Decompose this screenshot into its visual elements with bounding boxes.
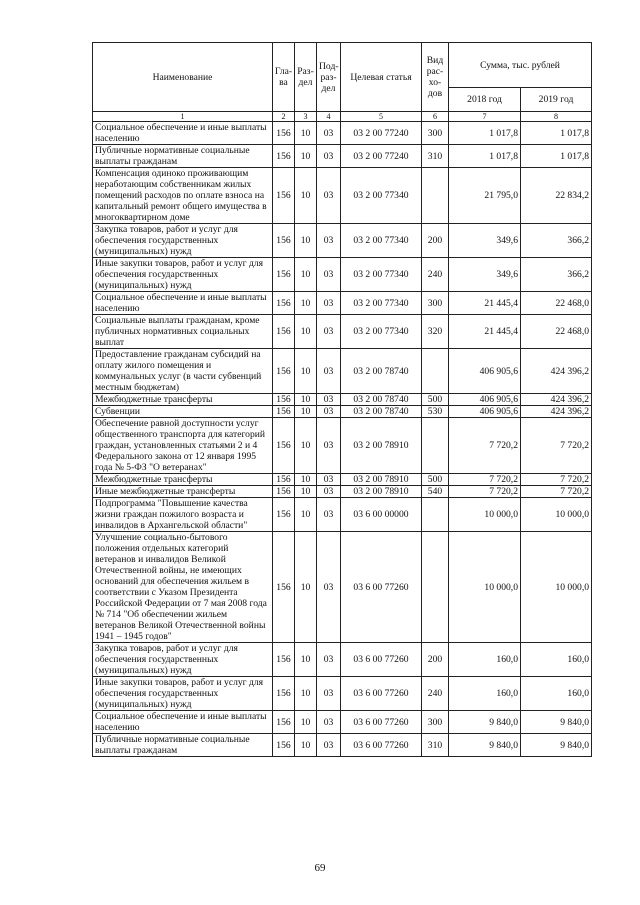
cell-vid-raskhodov <box>422 532 449 643</box>
cell-tselevaya-statya: 03 2 00 78740 <box>341 349 422 394</box>
cell-sum-2019: 7 720,2 <box>521 418 592 474</box>
table-row <box>93 168 592 224</box>
column-number-row <box>93 112 592 122</box>
cell-sum-2019: 22 834,2 <box>521 168 592 224</box>
cell-name: Социальное обеспечение и иные выплаты населению <box>93 711 273 734</box>
cell-name: Социальное обеспечение и иные выплаты населению <box>93 292 273 315</box>
header-year-2019: 2019 год <box>521 88 592 112</box>
cell-glava: 156 <box>273 349 295 394</box>
cell-sum-2018: 406 905,6 <box>449 349 521 394</box>
cell-podrazdel: 03 <box>317 145 341 168</box>
cell-tselevaya-statya: 03 2 00 77340 <box>341 258 422 292</box>
table-row <box>93 486 592 498</box>
table-row <box>93 498 592 532</box>
cell-sum-2019: 22 468,0 <box>521 292 592 315</box>
table-row <box>93 711 592 734</box>
cell-glava: 156 <box>273 224 295 258</box>
cell-razdel: 10 <box>295 394 317 406</box>
cell-sum-2018: 349,6 <box>449 224 521 258</box>
cell-sum-2018: 21 445,4 <box>449 315 521 349</box>
column-number: 5 <box>341 112 422 122</box>
cell-sum-2019: 22 468,0 <box>521 315 592 349</box>
cell-tselevaya-statya: 03 2 00 77240 <box>341 145 422 168</box>
cell-sum-2019: 160,0 <box>521 677 592 711</box>
cell-glava: 156 <box>273 258 295 292</box>
cell-glava: 156 <box>273 677 295 711</box>
table-header <box>93 43 592 122</box>
budget-table <box>92 42 592 757</box>
cell-razdel: 10 <box>295 122 317 145</box>
cell-tselevaya-statya: 03 2 00 78910 <box>341 418 422 474</box>
table-body <box>93 122 592 757</box>
cell-razdel: 10 <box>295 258 317 292</box>
cell-sum-2018: 9 840,0 <box>449 734 521 757</box>
cell-tselevaya-statya: 03 6 00 77260 <box>341 677 422 711</box>
cell-tselevaya-statya: 03 6 00 77260 <box>341 643 422 677</box>
cell-vid-raskhodov: 300 <box>422 711 449 734</box>
cell-vid-raskhodov: 320 <box>422 315 449 349</box>
page-number: 69 <box>314 862 326 874</box>
cell-tselevaya-statya: 03 6 00 77260 <box>341 734 422 757</box>
table-row <box>93 315 592 349</box>
cell-sum-2019: 9 840,0 <box>521 711 592 734</box>
column-number: 2 <box>273 112 295 122</box>
cell-sum-2019: 7 720,2 <box>521 474 592 486</box>
cell-name: Публичные нормативные социальные выплаты гражданам <box>93 145 273 168</box>
header-razdel: Раз-дел <box>295 43 317 112</box>
cell-vid-raskhodov: 200 <box>422 643 449 677</box>
cell-glava: 156 <box>273 474 295 486</box>
table-row <box>93 224 592 258</box>
cell-razdel: 10 <box>295 532 317 643</box>
cell-sum-2018: 1 017,8 <box>449 122 521 145</box>
cell-podrazdel: 03 <box>317 734 341 757</box>
cell-glava: 156 <box>273 711 295 734</box>
cell-name: Публичные нормативные социальные выплаты гражданам <box>93 734 273 757</box>
cell-sum-2019: 10 000,0 <box>521 498 592 532</box>
cell-razdel: 10 <box>295 734 317 757</box>
cell-podrazdel: 03 <box>317 258 341 292</box>
cell-glava: 156 <box>273 532 295 643</box>
cell-sum-2018: 160,0 <box>449 677 521 711</box>
cell-name: Обеспечение равной доступности услуг общественного транспорта для категорий граждан, установленных статьями 2 и 4 Федерального закона от 12 января 1995 года № 5-ФЗ "О ветеранах" <box>93 418 273 474</box>
cell-podrazdel: 03 <box>317 122 341 145</box>
cell-vid-raskhodov: 500 <box>422 474 449 486</box>
cell-sum-2018: 7 720,2 <box>449 474 521 486</box>
cell-glava: 156 <box>273 406 295 418</box>
cell-glava: 156 <box>273 418 295 474</box>
cell-tselevaya-statya: 03 2 00 78740 <box>341 394 422 406</box>
cell-razdel: 10 <box>295 498 317 532</box>
cell-vid-raskhodov: 300 <box>422 292 449 315</box>
cell-glava: 156 <box>273 498 295 532</box>
column-number: 6 <box>422 112 449 122</box>
cell-glava: 156 <box>273 122 295 145</box>
cell-sum-2019: 10 000,0 <box>521 532 592 643</box>
cell-vid-raskhodov: 310 <box>422 145 449 168</box>
cell-glava: 156 <box>273 168 295 224</box>
cell-sum-2018: 21 445,4 <box>449 292 521 315</box>
cell-razdel: 10 <box>295 315 317 349</box>
cell-glava: 156 <box>273 315 295 349</box>
cell-razdel: 10 <box>295 418 317 474</box>
cell-vid-raskhodov: 500 <box>422 394 449 406</box>
cell-sum-2018: 406 905,6 <box>449 394 521 406</box>
cell-name: Социальные выплаты гражданам, кроме публичных нормативных социальных выплат <box>93 315 273 349</box>
table-row <box>93 418 592 474</box>
cell-podrazdel: 03 <box>317 677 341 711</box>
cell-name: Закупка товаров, работ и услуг для обеспечения государственных (муниципальных) нужд <box>93 643 273 677</box>
cell-vid-raskhodov <box>422 349 449 394</box>
cell-razdel: 10 <box>295 224 317 258</box>
cell-sum-2019: 424 396,2 <box>521 349 592 394</box>
cell-vid-raskhodov: 310 <box>422 734 449 757</box>
table-row <box>93 349 592 394</box>
cell-podrazdel: 03 <box>317 711 341 734</box>
table-row <box>93 406 592 418</box>
cell-podrazdel: 03 <box>317 168 341 224</box>
cell-vid-raskhodov: 540 <box>422 486 449 498</box>
cell-glava: 156 <box>273 643 295 677</box>
column-number: 3 <box>295 112 317 122</box>
cell-tselevaya-statya: 03 2 00 77340 <box>341 224 422 258</box>
cell-sum-2019: 7 720,2 <box>521 486 592 498</box>
cell-name: Предоставление гражданам субсидий на оплату жилого помещения и коммунальных услуг (в части субвенций местным бюджетам) <box>93 349 273 394</box>
cell-name: Иные закупки товаров, работ и услуг для обеспечения государственных (муниципальных) нужд <box>93 258 273 292</box>
cell-sum-2018: 21 795,0 <box>449 168 521 224</box>
column-number: 8 <box>521 112 592 122</box>
cell-sum-2019: 424 396,2 <box>521 394 592 406</box>
cell-podrazdel: 03 <box>317 406 341 418</box>
cell-glava: 156 <box>273 292 295 315</box>
header-vid-raskhodov: Вид рас-хо-дов <box>422 43 449 112</box>
table-row <box>93 643 592 677</box>
header-tselevaya-statya: Целевая статья <box>341 43 422 112</box>
cell-sum-2018: 7 720,2 <box>449 418 521 474</box>
cell-podrazdel: 03 <box>317 474 341 486</box>
cell-tselevaya-statya: 03 2 00 77240 <box>341 122 422 145</box>
cell-vid-raskhodov: 240 <box>422 677 449 711</box>
cell-podrazdel: 03 <box>317 486 341 498</box>
cell-name: Межбюджетные трансферты <box>93 474 273 486</box>
cell-tselevaya-statya: 03 2 00 78910 <box>341 486 422 498</box>
cell-name: Закупка товаров, работ и услуг для обеспечения государственных (муниципальных) нужд <box>93 224 273 258</box>
cell-podrazdel: 03 <box>317 498 341 532</box>
header-glava: Гла-ва <box>273 43 295 112</box>
cell-vid-raskhodov <box>422 418 449 474</box>
column-number: 4 <box>317 112 341 122</box>
table-row <box>93 734 592 757</box>
cell-name: Субвенции <box>93 406 273 418</box>
cell-tselevaya-statya: 03 2 00 78740 <box>341 406 422 418</box>
cell-razdel: 10 <box>295 486 317 498</box>
cell-tselevaya-statya: 03 6 00 77260 <box>341 532 422 643</box>
cell-vid-raskhodov <box>422 498 449 532</box>
cell-sum-2018: 160,0 <box>449 643 521 677</box>
cell-sum-2018: 10 000,0 <box>449 498 521 532</box>
cell-tselevaya-statya: 03 2 00 77340 <box>341 168 422 224</box>
cell-name: Межбюджетные трансферты <box>93 394 273 406</box>
cell-podrazdel: 03 <box>317 224 341 258</box>
cell-name: Компенсация одиноко проживающим неработающим собственникам жилых помещений расходов по оплате взноса на капитальный ремонт общего имущества в многоквартирном доме <box>93 168 273 224</box>
cell-name: Иные межбюджетные трансферты <box>93 486 273 498</box>
cell-razdel: 10 <box>295 474 317 486</box>
cell-sum-2019: 1 017,8 <box>521 145 592 168</box>
column-number: 7 <box>449 112 521 122</box>
table-row <box>93 474 592 486</box>
cell-sum-2018: 349,6 <box>449 258 521 292</box>
header-summa: Сумма, тыс. рублей <box>449 43 592 88</box>
header-name: Наименование <box>93 43 273 112</box>
table-row <box>93 122 592 145</box>
cell-vid-raskhodov: 300 <box>422 122 449 145</box>
cell-name: Иные закупки товаров, работ и услуг для обеспечения государственных (муниципальных) нужд <box>93 677 273 711</box>
cell-tselevaya-statya: 03 6 00 77260 <box>341 711 422 734</box>
cell-razdel: 10 <box>295 349 317 394</box>
table-row <box>93 145 592 168</box>
cell-podrazdel: 03 <box>317 349 341 394</box>
column-number: 1 <box>93 112 273 122</box>
cell-name: Социальное обеспечение и иные выплаты населению <box>93 122 273 145</box>
cell-sum-2018: 406 905,6 <box>449 406 521 418</box>
cell-podrazdel: 03 <box>317 643 341 677</box>
cell-sum-2019: 366,2 <box>521 258 592 292</box>
cell-vid-raskhodov <box>422 168 449 224</box>
table-row <box>93 532 592 643</box>
header-year-2018: 2018 год <box>449 88 521 112</box>
cell-tselevaya-statya: 03 2 00 78910 <box>341 474 422 486</box>
cell-sum-2018: 1 017,8 <box>449 145 521 168</box>
cell-podrazdel: 03 <box>317 315 341 349</box>
table-row <box>93 292 592 315</box>
cell-razdel: 10 <box>295 292 317 315</box>
cell-razdel: 10 <box>295 711 317 734</box>
cell-podrazdel: 03 <box>317 418 341 474</box>
cell-razdel: 10 <box>295 677 317 711</box>
cell-podrazdel: 03 <box>317 292 341 315</box>
cell-tselevaya-statya: 03 2 00 77340 <box>341 292 422 315</box>
cell-name: Улучшение социально-бытового положения отдельных категорий ветеранов и инвалидов Великой Отечественной войны, не имеющих оснований для обеспечения жильем в соответствии с Указом Президента Российской Федерации от 7 мая 2008 года № 714 "Об обеспечении жильем ветеранов Великой Отечественной войны 1941 – 1945 годов" <box>93 532 273 643</box>
cell-glava: 156 <box>273 486 295 498</box>
table-row <box>93 677 592 711</box>
cell-sum-2019: 366,2 <box>521 224 592 258</box>
cell-podrazdel: 03 <box>317 394 341 406</box>
cell-vid-raskhodov: 240 <box>422 258 449 292</box>
cell-sum-2019: 9 840,0 <box>521 734 592 757</box>
cell-sum-2018: 7 720,2 <box>449 486 521 498</box>
cell-podrazdel: 03 <box>317 532 341 643</box>
cell-razdel: 10 <box>295 145 317 168</box>
cell-tselevaya-statya: 03 6 00 00000 <box>341 498 422 532</box>
cell-razdel: 10 <box>295 406 317 418</box>
cell-razdel: 10 <box>295 643 317 677</box>
cell-vid-raskhodov: 530 <box>422 406 449 418</box>
cell-sum-2018: 10 000,0 <box>449 532 521 643</box>
cell-glava: 156 <box>273 145 295 168</box>
cell-vid-raskhodov: 200 <box>422 224 449 258</box>
cell-name: Подпрограмма "Повышение качества жизни граждан пожилого возраста и инвалидов в Архангельской области" <box>93 498 273 532</box>
cell-razdel: 10 <box>295 168 317 224</box>
cell-sum-2019: 424 396,2 <box>521 406 592 418</box>
cell-glava: 156 <box>273 734 295 757</box>
header-podrazdel: Под-раз-дел <box>317 43 341 112</box>
cell-sum-2018: 9 840,0 <box>449 711 521 734</box>
cell-sum-2019: 160,0 <box>521 643 592 677</box>
cell-glava: 156 <box>273 394 295 406</box>
table-row <box>93 258 592 292</box>
cell-sum-2019: 1 017,8 <box>521 122 592 145</box>
cell-tselevaya-statya: 03 2 00 77340 <box>341 315 422 349</box>
table-row <box>93 394 592 406</box>
